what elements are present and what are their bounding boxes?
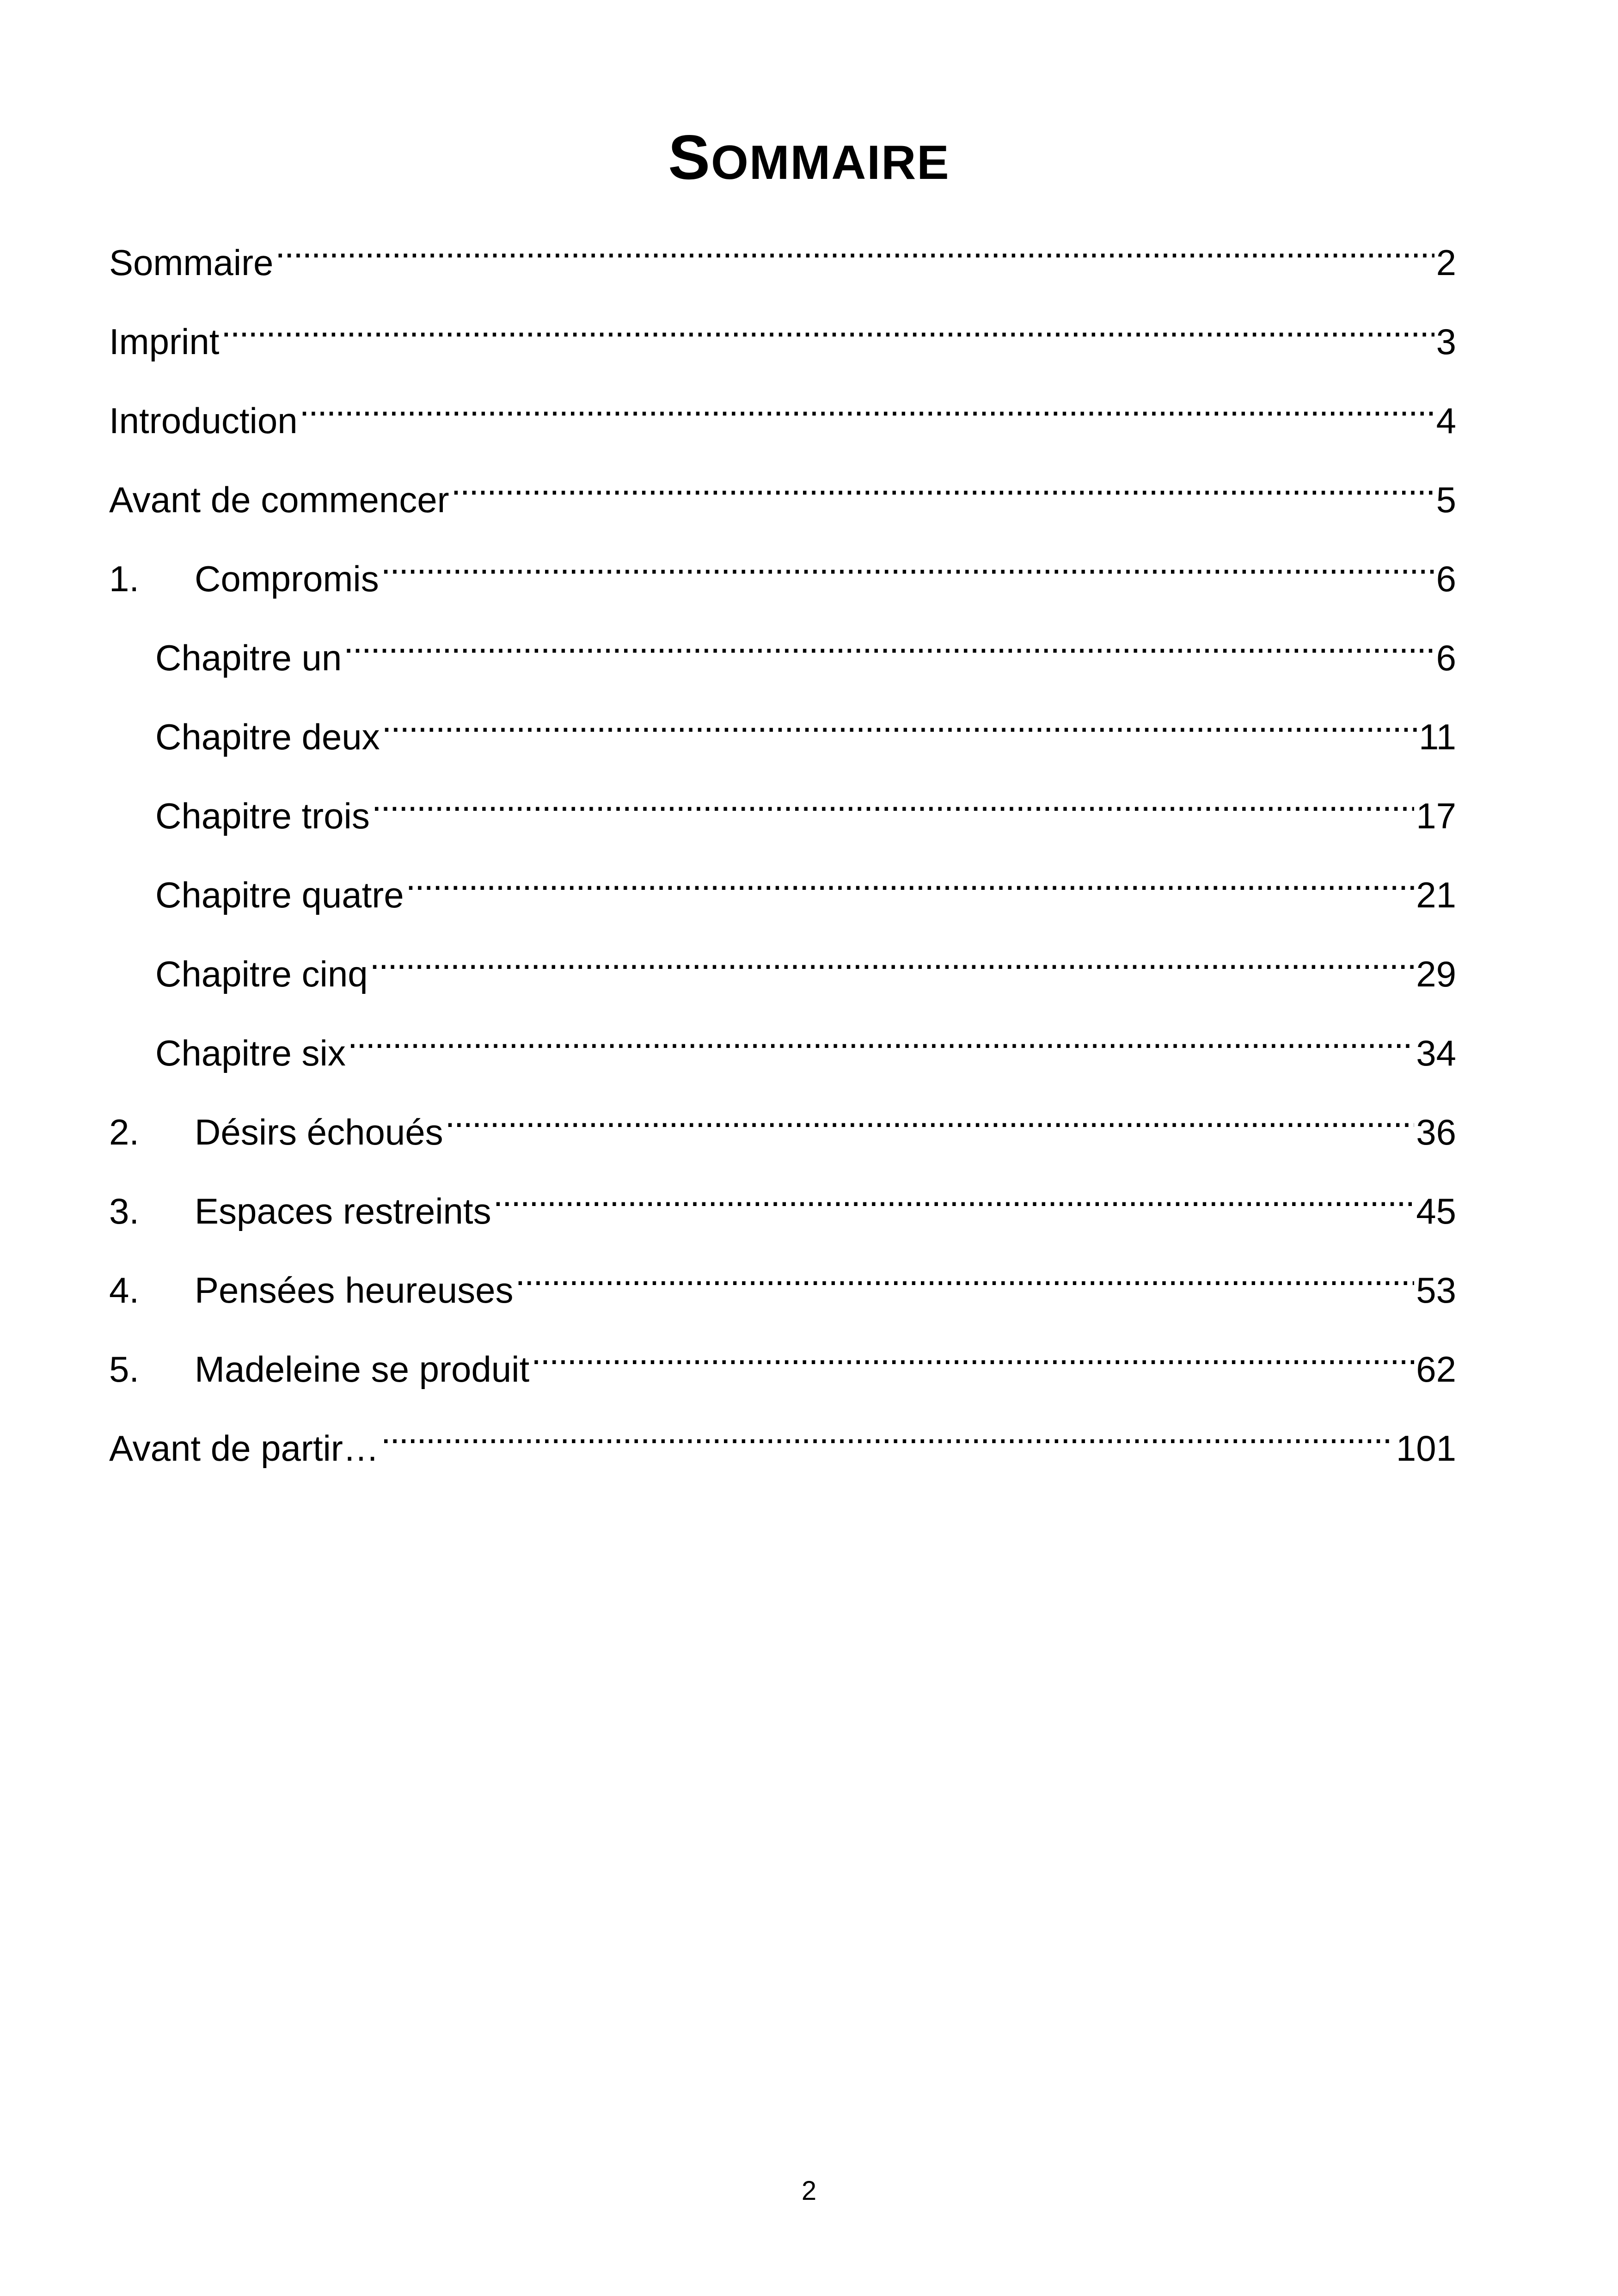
toc-entry-page-number: 3 (1436, 321, 1456, 362)
toc-entry-page-number: 11 (1419, 716, 1456, 757)
toc-entry-label: Désirs échoués (195, 1112, 443, 1152)
toc-entry-label: Chapitre quatre (155, 875, 404, 915)
toc-entry-label: Compromis (195, 558, 379, 599)
toc-entry-page-number: 6 (1436, 637, 1456, 678)
toc-entry-page-number: 45 (1416, 1191, 1456, 1231)
toc-entry-number: 3. (109, 1191, 140, 1231)
toc-entry[interactable] (109, 294, 1456, 373)
toc-entry-number: 2. (109, 1112, 140, 1152)
toc-entry-label: Chapitre six (155, 1033, 346, 1073)
toc-entry[interactable] (109, 768, 1456, 847)
toc-entry-page-number: 29 (1416, 954, 1456, 994)
toc-entry[interactable] (109, 689, 1456, 768)
toc-entry[interactable] (109, 1243, 1456, 1322)
toc-entry-page-number: 21 (1416, 875, 1456, 915)
toc-entry-label: Pensées heureuses (195, 1270, 514, 1310)
toc-entry[interactable] (109, 1005, 1456, 1084)
toc-entry-page-number: 6 (1436, 558, 1456, 599)
toc-dot-leader (451, 452, 1434, 512)
toc-entry[interactable] (109, 847, 1456, 926)
toc-dot-leader (445, 1084, 1415, 1145)
toc-entry[interactable] (109, 610, 1456, 689)
toc-entry-page-number: 34 (1416, 1033, 1456, 1073)
toc-dot-leader (370, 926, 1415, 986)
toc-entry-page-number: 36 (1416, 1112, 1456, 1152)
toc-dot-leader (381, 531, 1434, 591)
toc-entry-page-number: 62 (1416, 1349, 1456, 1390)
toc-dot-leader (348, 1005, 1414, 1065)
toc-dot-leader (343, 610, 1434, 670)
title-first-letter: S (668, 122, 711, 192)
toc-entry-label: Chapitre cinq (155, 954, 368, 994)
toc-entry-label: Chapitre un (155, 637, 342, 678)
toc-entry-number: 4. (109, 1270, 140, 1310)
toc-entry[interactable] (109, 531, 1456, 610)
toc-entry[interactable] (109, 1084, 1456, 1163)
toc-dot-leader (275, 215, 1434, 275)
toc-entry[interactable] (109, 1322, 1456, 1401)
toc-dot-leader (221, 294, 1434, 354)
toc-entry-page-number: 101 (1396, 1428, 1456, 1469)
toc-entry-page-number: 5 (1436, 479, 1456, 520)
toc-dot-leader (531, 1322, 1414, 1382)
toc-dot-leader (372, 768, 1414, 828)
toc-entry-label: Espaces restreints (195, 1191, 491, 1231)
toc-entry-page-number: 4 (1436, 400, 1456, 441)
toc-entry-page-number: 17 (1416, 796, 1456, 836)
toc-entry[interactable] (109, 215, 1456, 294)
toc-entry-label: Sommaire (109, 242, 274, 283)
toc-entry-number: 1. (109, 558, 140, 599)
toc-entry-page-number: 2 (1436, 242, 1456, 283)
table-of-contents (109, 215, 1456, 1480)
toc-dot-leader (382, 689, 1417, 749)
footer-page-number: 2 (801, 2176, 817, 2206)
toc-entry-label: Avant de partir… (109, 1428, 379, 1469)
toc-entry-number: 5. (109, 1349, 140, 1390)
toc-dot-leader (300, 373, 1434, 433)
toc-entry-label: Imprint (109, 321, 220, 362)
toc-entry-label: Avant de commencer (109, 479, 449, 520)
toc-entry[interactable] (109, 373, 1456, 452)
title-rest: OMMAIRE (711, 136, 950, 190)
toc-dot-leader (406, 847, 1415, 907)
toc-entry-label: Chapitre deux (155, 716, 380, 757)
page-title (0, 116, 1618, 204)
toc-entry-page-number: 53 (1416, 1270, 1456, 1310)
toc-entry-label: Madeleine se produit (195, 1349, 530, 1390)
toc-entry[interactable] (109, 452, 1456, 531)
toc-dot-leader (493, 1163, 1415, 1224)
toc-entry[interactable] (109, 1163, 1456, 1243)
toc-dot-leader (515, 1243, 1414, 1303)
toc-entry[interactable] (109, 926, 1456, 1005)
toc-entry-label: Chapitre trois (155, 796, 370, 836)
toc-entry[interactable] (109, 1401, 1456, 1480)
toc-dot-leader (381, 1401, 1394, 1461)
toc-entry-label: Introduction (109, 400, 298, 441)
